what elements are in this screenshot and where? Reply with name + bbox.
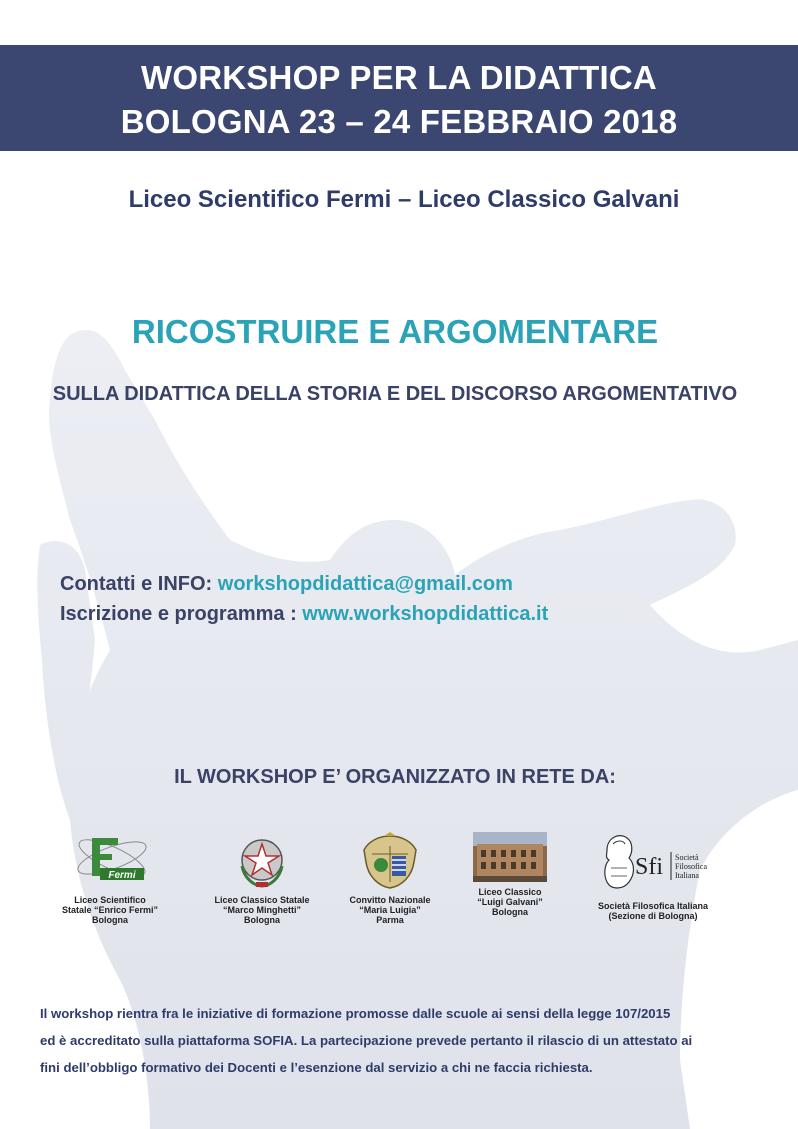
sfi-logo-word: Italiana: [675, 871, 699, 880]
organizers-title: IL WORKSHOP E’ ORGANIZZATO IN RETE DA:: [174, 766, 616, 788]
organizer-caption-line: Statale “Enrico Fermi”: [61, 905, 159, 915]
program-label: Iscrizione e programma :: [60, 603, 303, 625]
header-banner: [0, 45, 798, 151]
program-line: [60, 599, 548, 629]
footer-line: ed è accreditato sulla piattaforma SOFIA. La partecipazione prevede pertanto il rilascio di un attestato ai: [40, 1033, 693, 1048]
galvani-building-photo: [473, 832, 547, 882]
banner-title: WORKSHOP PER LA DIDATTICA: [141, 59, 657, 96]
organizer-caption-line: Parma: [376, 915, 404, 925]
fermi-logo-text: Fermi: [108, 870, 136, 881]
banner-dates: BOLOGNA 23 – 24 FEBBRAIO 2018: [120, 103, 678, 140]
main-title: RICOSTRUIRE E ARGOMENTARE: [131, 313, 659, 350]
program-website[interactable]: www.workshopdidattica.it: [302, 603, 549, 625]
organizer-sfi: [586, 830, 720, 921]
convitto-crest-icon: [358, 832, 422, 890]
organizer-minghetti: [200, 834, 324, 925]
organizer-caption-line: Bologna: [244, 915, 280, 925]
organizer-caption-line: Bologna: [492, 907, 528, 917]
sfi-logo-word: Società: [675, 853, 699, 862]
contact-email[interactable]: workshopdidattica@gmail.com: [217, 573, 513, 595]
organizer-caption-line: Convitto Nazionale: [349, 895, 431, 905]
organizer-fermi: [50, 830, 170, 925]
sfi-logo-text: Sfi: [635, 854, 664, 880]
fermi-logo: [50, 830, 170, 890]
organizer-caption-line: Società Filosofica Italiana: [597, 901, 709, 911]
footer-line: Il workshop rientra fra le iniziative di formazione promosse dalle scuole ai sensi della legge 107/2015: [40, 1006, 671, 1021]
italian-republic-emblem-icon: [232, 834, 292, 890]
organizer-caption-line: “Luigi Galvani”: [477, 897, 543, 907]
contact-info-line: [60, 569, 548, 599]
sfi-logo-word: Filosofica: [675, 862, 707, 871]
subtitle: SULLA DIDATTICA DELLA STORIA E DEL DISCORSO ARGOMENTATIVO: [52, 383, 738, 405]
contact-info-label: Contatti e INFO:: [60, 573, 218, 595]
organizer-caption-line: (Sezione di Bologna): [608, 911, 698, 921]
organizer-galvani: [460, 832, 560, 917]
schools-line: Liceo Scientifico Fermi – Liceo Classico Galvani: [128, 186, 680, 213]
organizer-caption-line: “Marco Minghetti”: [223, 905, 301, 915]
organizer-convitto: [334, 832, 446, 925]
organizers-logos: [50, 830, 770, 930]
footer-note: [40, 1000, 760, 1081]
organizer-caption-line: Liceo Classico: [478, 887, 542, 897]
organizer-caption-line: “Maria Luigia”: [359, 905, 421, 915]
organizer-caption-line: Liceo Classico Statale: [214, 895, 310, 905]
sfi-logo: [593, 830, 713, 896]
organizer-caption-line: Bologna: [92, 915, 128, 925]
footer-line: fini dell’obbligo formativo dei Docenti e l’esenzione dal servizio a chi ne faccia richiesta.: [40, 1060, 593, 1075]
organizer-caption-line: Liceo Scientifico: [74, 895, 146, 905]
contacts-block: [60, 569, 548, 629]
